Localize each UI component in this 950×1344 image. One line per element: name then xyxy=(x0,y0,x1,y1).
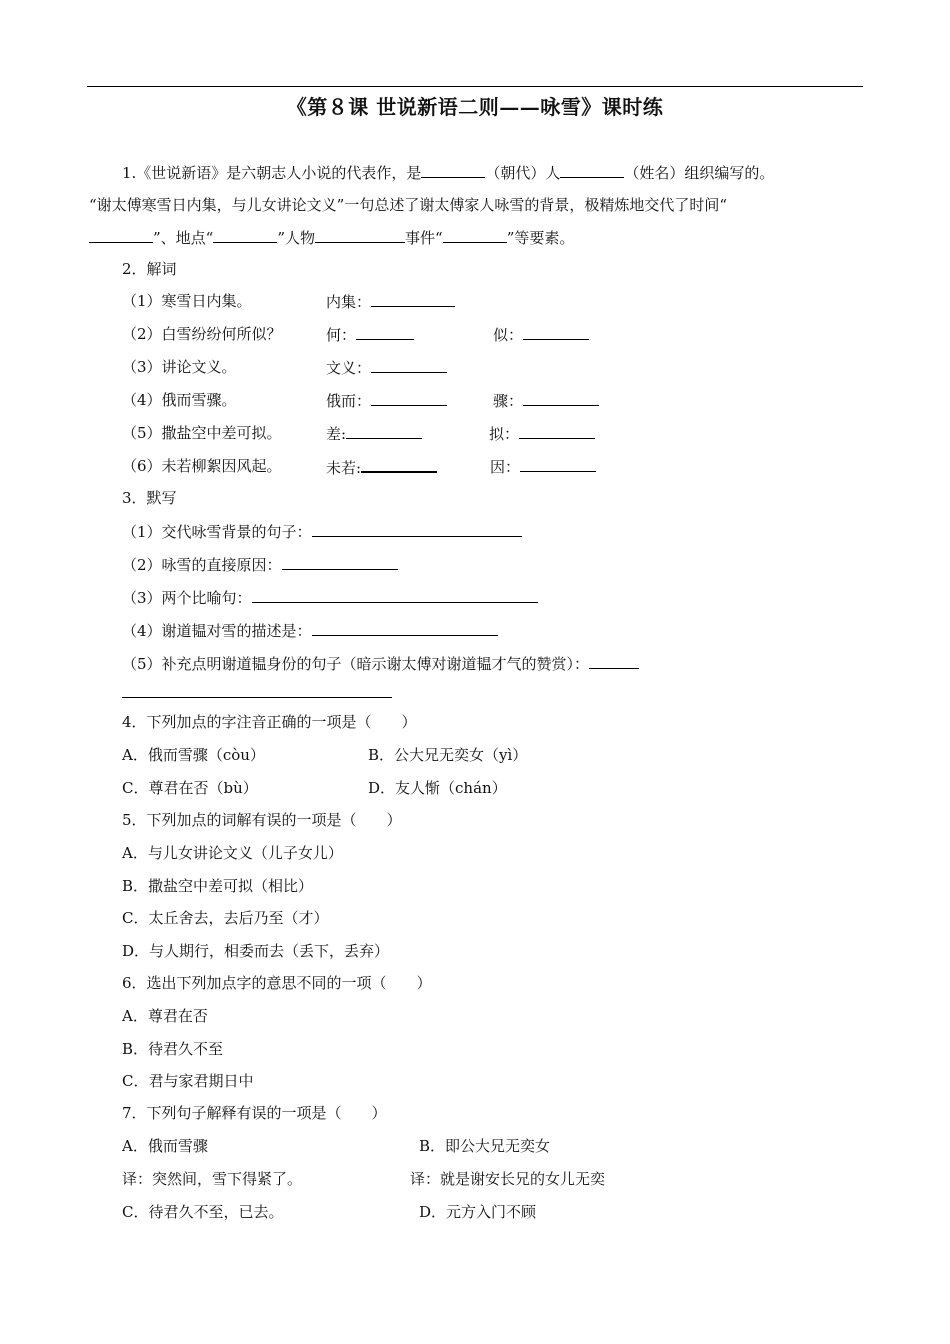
q2-item-3-blank1[interactable] xyxy=(371,357,447,373)
q1-text-a: 1.《世说新语》是六朝志人小说的代表作，是 xyxy=(122,164,422,182)
q4-header: 4．下列加点的字注音正确的一项是（ ） xyxy=(122,713,417,731)
q4-option-b[interactable]: B．公大兄无奕女（yì） xyxy=(368,746,528,764)
q2-item-5-blank2[interactable] xyxy=(519,423,595,439)
q2-item-4-word2 xyxy=(493,390,599,411)
q2-item-1-blank1[interactable] xyxy=(371,291,455,307)
q3-item-1 xyxy=(122,521,522,542)
q7-option-b-translation: 译：就是谢安长兄的女儿无奕 xyxy=(410,1170,606,1188)
q2-item-2-sentence: （2）白雪纷纷何所似？ xyxy=(122,325,282,343)
q6-header: 6．选出下列加点字的意思不同的一项（ ） xyxy=(122,974,432,992)
q2-item-5-word1-label: 差: xyxy=(326,425,347,443)
q7-option-c[interactable]: C．待君久不至，已去。 xyxy=(122,1203,284,1221)
q3-item-2-label: （2）咏雪的直接原因： xyxy=(122,556,282,574)
q3-item-5-blank[interactable] xyxy=(589,653,639,669)
q3-header: 3．默写 xyxy=(122,489,177,507)
q3-item-2-blank[interactable] xyxy=(282,554,398,570)
q1-line-2: “谢太傅寒雪日内集，与儿女讲论文义”一句总述了谢太傅家人咏雪的背景，极精炼地交代了时间“ xyxy=(89,196,728,214)
q5-option-d[interactable]: D．与人期行，相委而去（丢下，丢弃） xyxy=(122,942,390,960)
q1-line-1 xyxy=(122,162,774,183)
q2-item-5-blank1[interactable] xyxy=(346,423,422,439)
q2-item-4-word1 xyxy=(326,390,447,411)
q1-text-f: 事件“ xyxy=(405,229,443,247)
q2-item-4-word2-label: 骤： xyxy=(493,392,524,410)
q2-item-2-blank2[interactable] xyxy=(523,324,589,340)
q3-item-5-label: （5）补充点明谢道韫身份的句子（暗示谢太傅对谢道韫才气的赞赏）： xyxy=(122,655,590,673)
q6-option-b[interactable]: B．待君久不至 xyxy=(122,1040,224,1058)
q1-text-c: （姓名）组织编写的。 xyxy=(624,164,775,182)
q4-option-c[interactable]: C．尊君在否（bù） xyxy=(122,779,258,797)
q1-text-b: （朝代）人 xyxy=(485,164,561,182)
q3-item-4 xyxy=(122,620,498,641)
page-title: 《第８课 世说新语二则——咏雪》课时练 xyxy=(286,95,664,119)
q2-item-1-sentence: （1）寒雪日内集。 xyxy=(122,292,252,310)
q2-item-6-word2 xyxy=(490,456,596,477)
q3-item-5 xyxy=(122,653,639,674)
q2-item-3-sentence: （3）讲论文义。 xyxy=(122,358,237,376)
q1-blank-name[interactable] xyxy=(560,162,624,178)
q2-item-2-blank1[interactable] xyxy=(356,324,414,340)
q2-item-3-word1 xyxy=(326,357,447,378)
q2-item-6-word2-label: 因： xyxy=(490,458,521,476)
q5-option-c[interactable]: C．太丘舍去，去后乃至（才） xyxy=(122,909,329,927)
q2-item-5-word2-label: 拟： xyxy=(489,425,520,443)
q1-blank-people[interactable] xyxy=(315,227,405,243)
q1-blank-event[interactable] xyxy=(443,227,507,243)
q2-item-2-word2 xyxy=(493,324,589,345)
q3-item-3-label: （3）两个比喻句： xyxy=(122,589,252,607)
q6-option-a[interactable]: A．尊君在否 xyxy=(122,1007,208,1025)
q2-item-6-blank2[interactable] xyxy=(520,456,596,472)
q7-option-a[interactable]: A．俄而雪骤 xyxy=(122,1137,208,1155)
q7-option-b[interactable]: B．即公大兄无奕女 xyxy=(419,1137,551,1155)
q1-text-e: ”人物 xyxy=(277,229,316,247)
q2-item-1-word1-label: 内集： xyxy=(326,293,372,311)
q3-item-1-blank[interactable] xyxy=(312,521,522,537)
q2-item-6-word1 xyxy=(326,456,437,478)
q2-item-4-blank1[interactable] xyxy=(371,390,447,406)
q2-item-2-word2-label: 似： xyxy=(493,326,524,344)
q1-blank-dynasty[interactable] xyxy=(421,162,485,178)
q1-blank-place[interactable] xyxy=(213,227,277,243)
q2-item-5-sentence: （5）撒盐空中差可拟。 xyxy=(122,424,282,442)
q5-header: 5．下列加点的词解有误的一项是（ ） xyxy=(122,811,402,829)
q2-header: 2．解词 xyxy=(122,260,177,278)
q2-item-6-blank1[interactable] xyxy=(361,456,437,473)
q1-line-3 xyxy=(89,227,574,248)
q1-text-g: ”等要素。 xyxy=(506,229,575,247)
q3-item-5-blank-continued[interactable] xyxy=(122,697,392,698)
q7-option-a-translation: 译：突然间，雪下得紧了。 xyxy=(122,1170,303,1188)
top-rule xyxy=(87,86,863,87)
q3-item-3-blank[interactable] xyxy=(252,587,538,603)
q1-blank-time[interactable] xyxy=(89,227,153,243)
q2-item-1-word1 xyxy=(326,291,455,312)
q4-option-d[interactable]: D．友人惭（chán） xyxy=(368,779,507,797)
q3-item-2 xyxy=(122,554,398,575)
q2-item-5-word2 xyxy=(489,423,595,444)
q3-item-1-label: （1）交代咏雪背景的句子： xyxy=(122,523,312,541)
q2-item-2-word1-label: 何： xyxy=(326,326,357,344)
q5-option-b[interactable]: B．撒盐空中差可拟（相比） xyxy=(122,877,314,895)
q2-item-3-word1-label: 文义： xyxy=(326,359,372,377)
q3-item-4-label: （4）谢道韫对雪的描述是： xyxy=(122,622,312,640)
q2-item-2-word1 xyxy=(326,324,414,345)
q1-text-d: ”、地点“ xyxy=(153,229,214,247)
q2-item-6-sentence: （6）未若柳絮因风起。 xyxy=(122,457,282,475)
q2-item-4-blank2[interactable] xyxy=(523,390,599,406)
q2-item-4-word1-label: 俄而： xyxy=(326,392,372,410)
q2-item-6-word1-label: 未若: xyxy=(326,459,362,477)
q2-item-5-word1 xyxy=(326,423,422,444)
q6-option-c[interactable]: C．君与家君期日中 xyxy=(122,1072,254,1090)
q7-option-d[interactable]: D．元方入门不顾 xyxy=(419,1203,537,1221)
q2-item-4-sentence: （4）俄而雪骤。 xyxy=(122,391,237,409)
q4-option-a[interactable]: A．俄而雪骤（còu） xyxy=(122,746,265,764)
q7-header: 7．下列句子解释有误的一项是（ ） xyxy=(122,1104,387,1122)
q5-option-a[interactable]: A．与儿女讲论文义（儿子女儿） xyxy=(122,844,343,862)
q3-item-4-blank[interactable] xyxy=(312,620,498,636)
q3-item-3 xyxy=(122,587,538,608)
